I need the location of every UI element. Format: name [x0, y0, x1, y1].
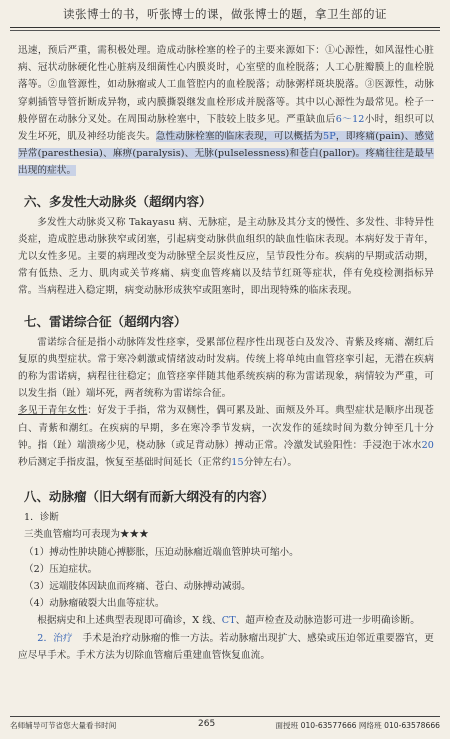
section-6-paragraph: 多发性大动脉炎又称 Takayasu 病、无脉症，是主动脉及其分支的慢性、多发性、非特异性炎症，造成腔患动脉狭窄或闭塞，引起病变动脉供血组织的缺血性临床表现。本病好发于青年，尤以女性多见。主要的病理改变为动脉壁全层炎性反应，呈节段性分布。疾病的早期或活动期，常有低热、乏力、肌肉或关节疼痛、病变血管疼痛以及结节红斑等症状，伴有免疫检测指标异常。当病程进入稳定期，病变动脉形成狭窄或阻塞时，即出现特殊的临床表现。: [18, 216, 434, 297]
list-item: （2）压迫症状。: [24, 563, 98, 575]
running-header: 读张博士的书，听张博士的课，做张博士的题，拿卫生部的证: [63, 7, 387, 21]
list-item: （4）动脉瘤破裂大出血等症状。: [24, 598, 165, 610]
section-7-paragraph-1: 雷诺综合征是指小动脉阵发性痉挛，受累部位程序性出现苍白及发冷、青紫及疼痛、潮红后复原的典型症状。常于寒冷刺激或情绪波动时发病。传统上将单纯由血管痉挛引起，无潜在疾病的称为雷诺病，病程往往稳定；血管痉挛伴随其他系统疾病的称为雷诺现象，病情较为严重，可以发生指（趾）端坏死，两者统称为雷诺综合征。: [18, 336, 434, 400]
intro-paragraph: 迅速，预后严重，需积极处理。造成动脉栓塞的栓子的主要来源如下：①心源性，如风湿性心脏病、冠状动脉硬化性心脏病及细菌性心内膜炎时，心室壁的血栓脱落；人工心脏瓣膜上的血栓脱落等。②血管源性，如动脉瘤或人工血管腔内的血栓脱落；动脉粥样斑块脱落。③医源性，动脉穿刺插管导管折断成异物，或内膜撕裂继发血栓形成并脱落等。其中以心源性为最常见。栓子一般停留在动脉分叉处。在周围动脉栓塞中，下肢较上肢多见。严重缺血后6～12小时，组织可以发生坏死，肌及神经功能丧失。急性动脉栓塞的临床表现，可以概括为5P，即疼痛(pain)、感觉异常(paresthesia)、麻痹(paralysis)、无脉(pulselessness)和苍白(pallor)。疼痛往往是最早出现的症状。: [18, 45, 434, 177]
triad-line: 三类血管瘤均可表现为★★★: [24, 529, 149, 541]
treatment-paragraph: 2．治疗 手术是治疗动脉瘤的惟一方法。若动脉瘤出现扩大、感染或压迫邻近重要器官，更应尽早手术。手术方法为切除血管瘤后重建血管恢复血流。: [18, 632, 434, 661]
hours-range: 6～12: [335, 113, 365, 125]
header-rule: [10, 27, 440, 31]
page-content: [18, 42, 434, 664]
diagnosis-paragraph: 根据病史和上述典型表现即可确诊，X 线、CT、超声检查及动脉造影可进一步明确诊断。: [37, 615, 420, 627]
section-6-title: 六、多发性大动脉炎（超纲内容）: [24, 193, 212, 209]
footer-slogan: 名师辅导可节省您大量看书时间: [10, 721, 117, 730]
page-footer: [10, 716, 440, 734]
diagnosis-label: 1．诊断: [24, 512, 59, 524]
list-item: （3）远端肢体因缺血而疼痛、苍白、动脉搏动减弱。: [24, 581, 251, 593]
page-number: 265: [198, 719, 216, 729]
highlighted-text: 急性动脉栓塞的临床表现，可以概括为5P，即疼痛(pain)、感觉异常(paresthesia)、麻痹(paralysis)、无脉(pulselessness)和苍白(pallor)。疼痛往往是最早出现的症状。: [18, 131, 434, 177]
five-p-term: 5P: [323, 131, 336, 143]
section-7-paragraph-2: 多见于青年女性：好发于手指，常为双侧性，偶可累及趾、面颊及外耳。典型症状是顺序出现苍白、青紫和潮红。在疾病的早期，多在寒冷季节发病，一次发作的延续时间为数分钟至几十分钟。指（趾）端溃疡少见，桡动脉（或足背动脉）搏动正常。冷激发试验阳性：手浸泡于冰水20秒后测定手指皮温，恢复至基础时间延长（正常约15分钟左右）。: [18, 405, 435, 469]
list-item: （1）搏动性肿块随心搏膨胀，压迫动脉瘤近端血管肿块可缩小。: [24, 546, 299, 558]
section-8-title: 八、动脉瘤（旧大纲有而新大纲没有的内容）: [24, 489, 275, 505]
section-7-title: 七、雷诺综合征（超纲内容）: [24, 313, 187, 329]
underlined-phrase: 多见于青年女性: [18, 405, 88, 417]
footer-contact: 面授班 010-63577666 网络班 010-63578666: [275, 721, 440, 730]
